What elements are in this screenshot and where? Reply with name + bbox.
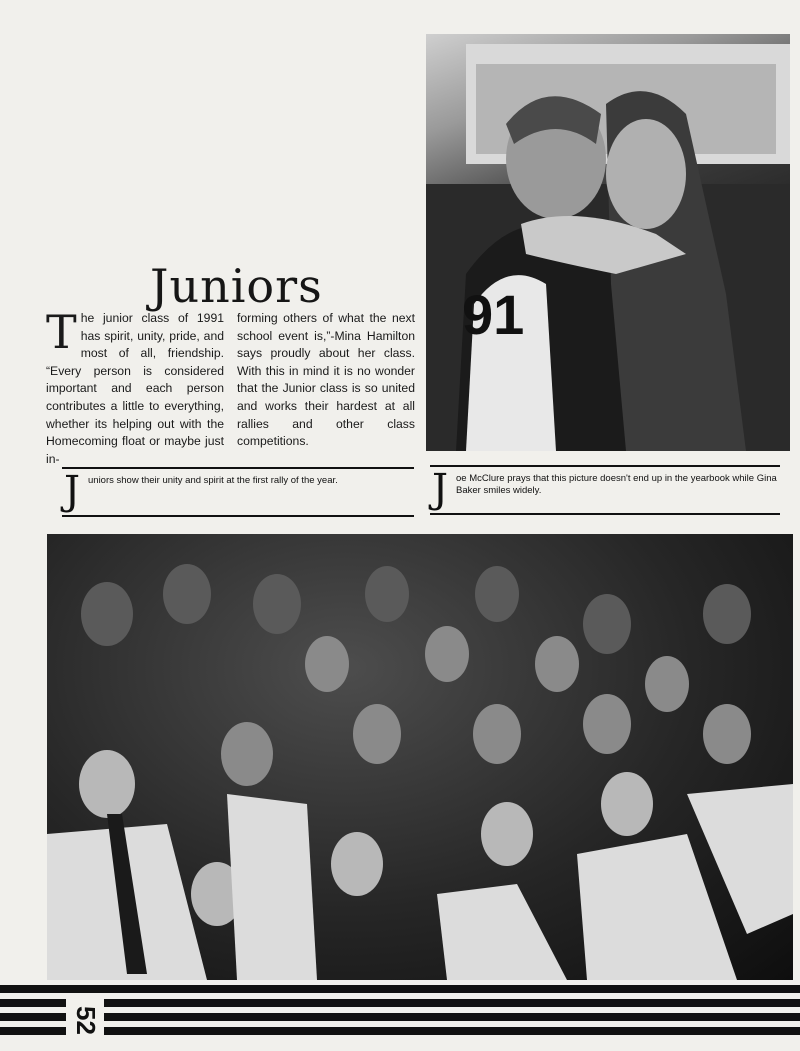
photo-crowd-illustration [47, 534, 793, 980]
article-column-1 [46, 305, 224, 468]
jersey-number: 91 [462, 283, 525, 346]
article-text-1: he junior class of 1991 has spirit, unity, pride, and most of all, friendship. “Every person is considered important and each person contributes a little to everything, whether its helping out with the Homecoming float or maybe just in- [46, 311, 224, 466]
caption-left-text: uniors show their unity and spirit at the first rally of the year. [88, 475, 338, 486]
page-title: Juniors [150, 258, 323, 313]
caption-left [62, 467, 414, 517]
page-number-text: 52 [70, 1005, 101, 1035]
caption-right-text: oe McClure prays that this picture doesn't end up in the yearbook while Gina Baker smiles widely. [456, 473, 777, 496]
photo-couple-embrace [426, 34, 790, 451]
caption-right-initial: J [432, 466, 449, 512]
caption-right [430, 465, 780, 515]
drop-cap: T [46, 305, 77, 359]
photo-rally-crowd [47, 534, 793, 980]
page-number [66, 996, 104, 1044]
photo-couple-illustration [426, 34, 790, 451]
caption-left-initial: J [64, 468, 81, 514]
article-column-2: forming others of what the next school event is,”-Mina Hamilton says proudly about her class. With this in mind it is no wonder that the Junior class is so united and works their hardest at all rallies and other class competitions. [237, 311, 415, 449]
footer-stripes [0, 985, 800, 1045]
